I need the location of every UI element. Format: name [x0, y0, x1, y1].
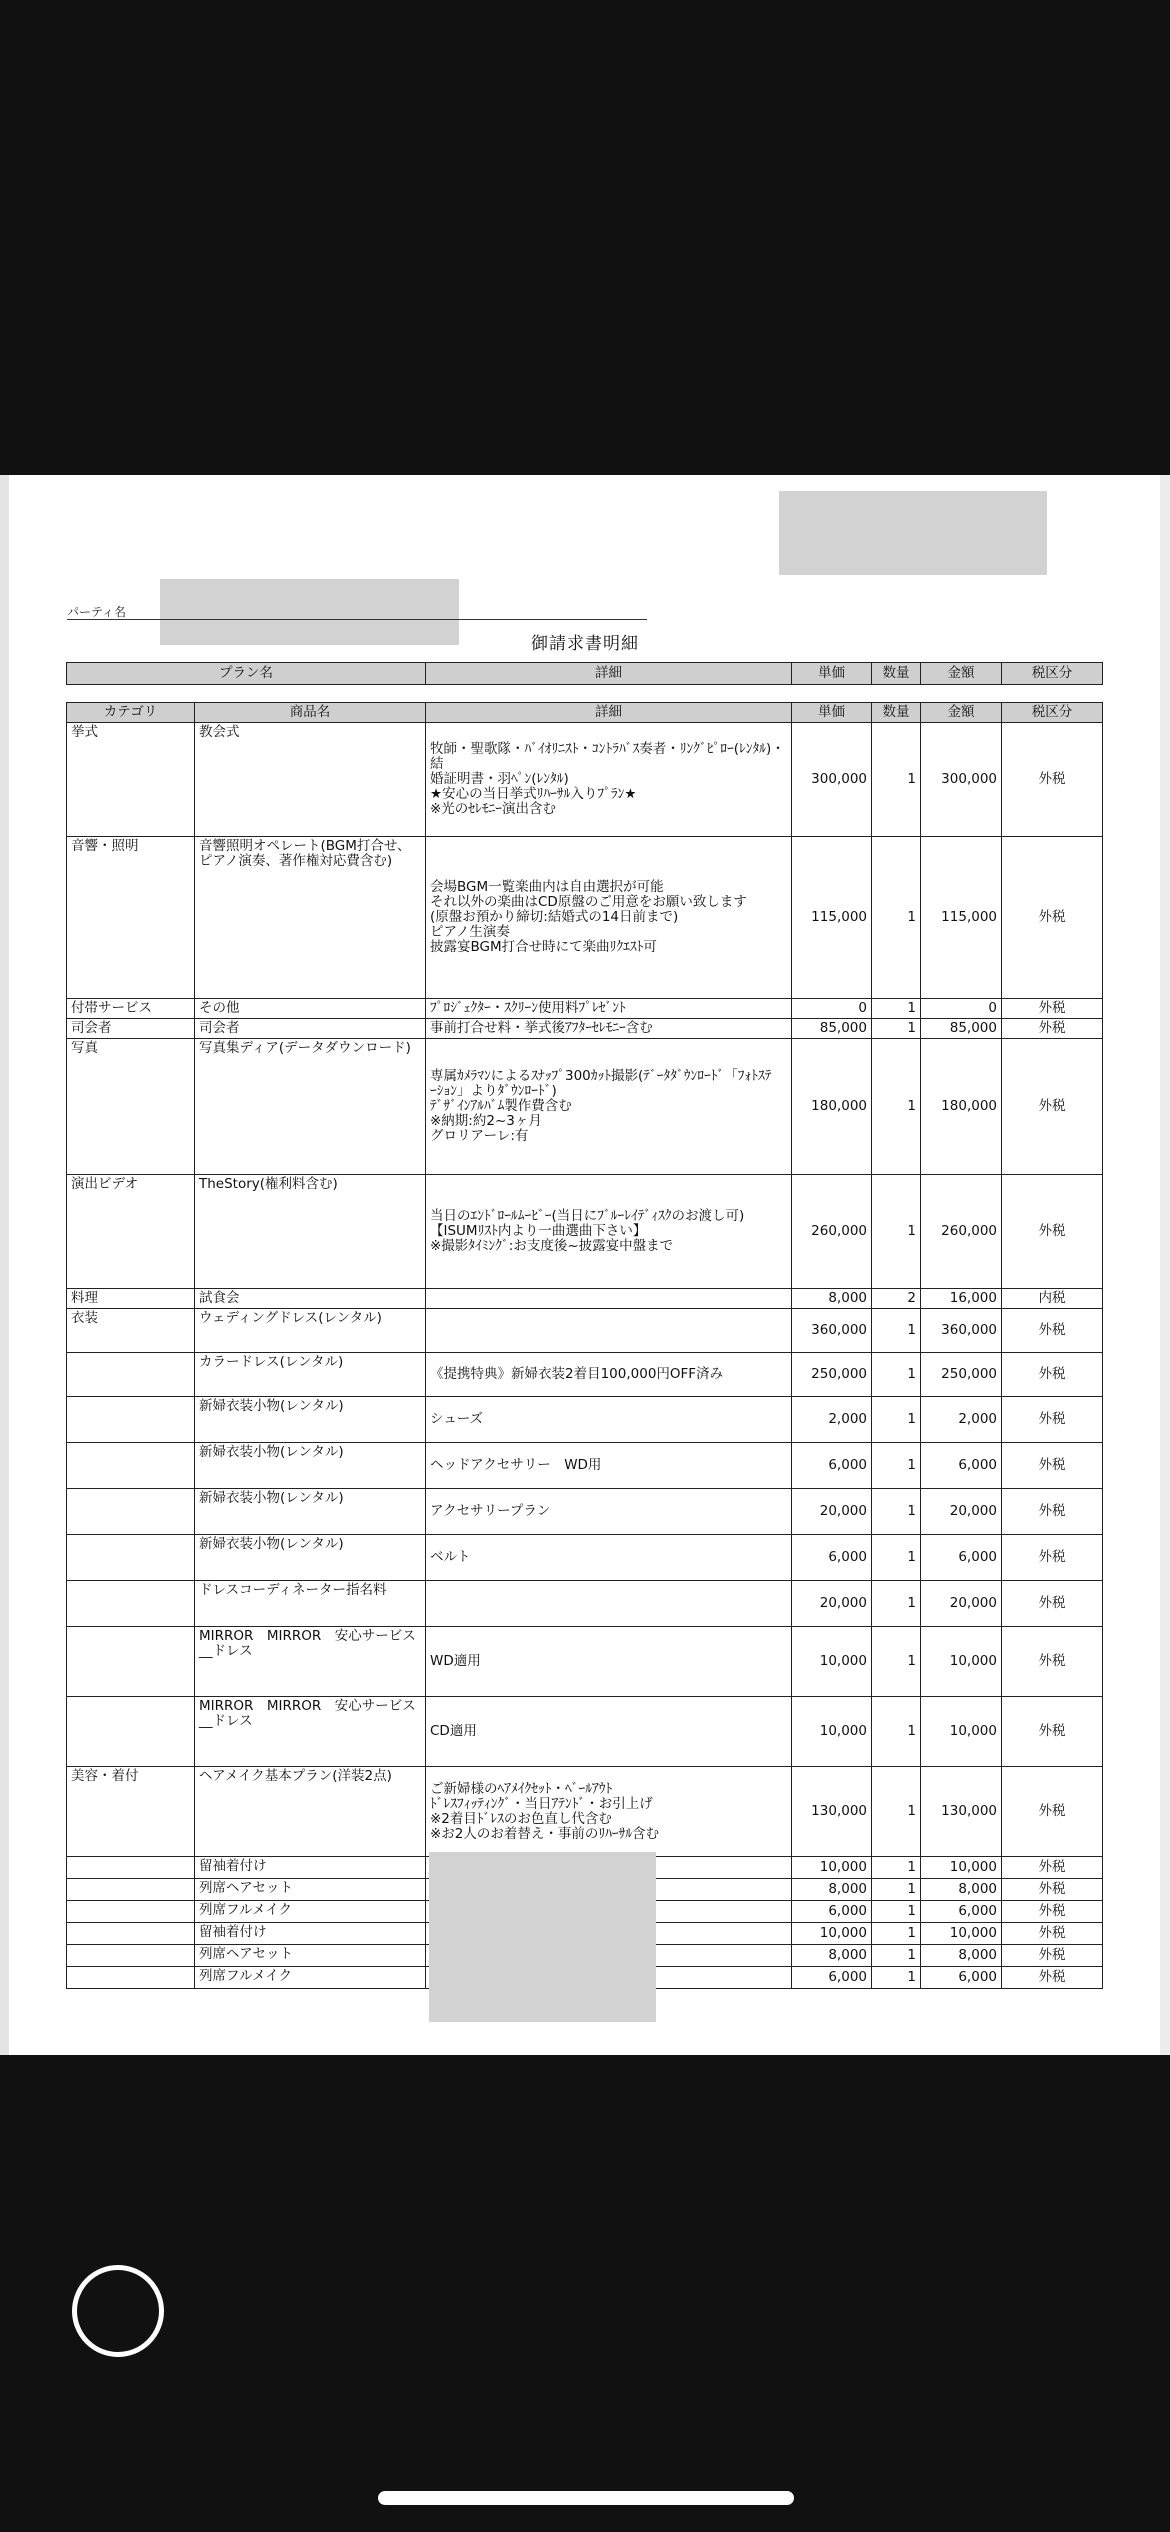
cell-unit-price: 20,000 [792, 1581, 872, 1627]
detail-line: それ以外の楽曲はCD原盤のご用意をお願い致します [430, 894, 747, 910]
cell-product: 新婦衣装小物(レンタル) [195, 1535, 426, 1581]
cell-details [426, 1581, 792, 1627]
cell-amount: 10,000 [921, 1627, 1002, 1697]
cell-quantity: 1 [872, 1901, 921, 1923]
table-row [67, 999, 1103, 1019]
cell-category [67, 1967, 195, 1989]
cell-details [426, 1697, 792, 1767]
cell-amount: 8,000 [921, 1879, 1002, 1901]
cell-details [426, 837, 792, 999]
cell-details [426, 1175, 792, 1289]
cell-unit-price: 130,000 [792, 1767, 872, 1857]
items-header-category: カテゴリ [67, 703, 195, 723]
cell-product: 新婦衣装小物(レンタル) [195, 1397, 426, 1443]
cell-quantity: 2 [872, 1289, 921, 1309]
detail-line: ピアノ生演奏 [430, 924, 510, 940]
cell-product: 新婦衣装小物(レンタル) [195, 1443, 426, 1489]
cell-tax-type: 外税 [1002, 999, 1103, 1019]
items-header-quantity: 数量 [872, 703, 921, 723]
cell-category: 料理 [67, 1289, 195, 1309]
cell-unit-price: 10,000 [792, 1697, 872, 1767]
cell-product: 留袖着付け [195, 1857, 426, 1879]
table-row [67, 723, 1103, 837]
detail-line: 披露宴BGM打合せ時にて楽曲ﾘｸｴｽﾄ可 [430, 939, 657, 955]
cell-tax-type: 外税 [1002, 1019, 1103, 1039]
cell-tax-type: 内税 [1002, 1289, 1103, 1309]
cell-tax-type: 外税 [1002, 1627, 1103, 1697]
table-row [67, 1767, 1103, 1857]
cell-tax-type: 外税 [1002, 1857, 1103, 1879]
cell-unit-price: 2,000 [792, 1397, 872, 1443]
page-edge-left [0, 475, 9, 2055]
cell-product: ウェディングドレス(レンタル) [195, 1309, 426, 1353]
cell-unit-price: 6,000 [792, 1535, 872, 1581]
cell-category [67, 1697, 195, 1767]
detail-line: 牧師・聖歌隊・ﾊﾞｲｵﾘﾆｽﾄ・ｺﾝﾄﾗﾊﾞｽ奏者・ﾘﾝｸﾞﾋﾟﾛｰ(ﾚﾝﾀﾙ)・結 [430, 741, 785, 772]
cell-unit-price: 250,000 [792, 1353, 872, 1397]
detail-line: ※光のｾﾚﾓﾆｰ演出含む [430, 801, 557, 817]
cell-category [67, 1489, 195, 1535]
cell-details [426, 1019, 792, 1039]
table-row [67, 1309, 1103, 1353]
detail-line: シューズ [430, 1411, 484, 1427]
cell-quantity: 1 [872, 1353, 921, 1397]
cell-amount: 130,000 [921, 1767, 1002, 1857]
cell-product: 列席フルメイク [195, 1901, 426, 1923]
cell-category: 司会者 [67, 1019, 195, 1039]
cell-amount: 10,000 [921, 1857, 1002, 1879]
table-row [67, 1019, 1103, 1039]
detail-line: 《提携特典》新婦衣装2着目100,000円OFF済み [430, 1366, 724, 1382]
table-row [67, 1443, 1103, 1489]
cell-category [67, 1535, 195, 1581]
detail-line: 会場BGM一覧楽曲内は自由選択が可能 [430, 879, 664, 895]
cell-unit-price: 115,000 [792, 837, 872, 999]
cell-amount: 6,000 [921, 1535, 1002, 1581]
plan-header-table [66, 662, 1103, 685]
items-header-details: 詳細 [426, 703, 792, 723]
detail-line: ﾄﾞﾚｽﾌｨｯﾃｨﾝｸﾞ・当日ｱﾃﾝﾄﾞ・お引上げ [430, 1795, 653, 1812]
party-name-underline [67, 619, 647, 620]
detail-line: CD適用 [430, 1723, 477, 1739]
cell-unit-price: 10,000 [792, 1627, 872, 1697]
table-row [67, 1353, 1103, 1397]
cell-tax-type: 外税 [1002, 837, 1103, 999]
detail-line: ご新婦様のﾍｱﾒｲｸｾｯﾄ・ﾍﾞｰﾙｱｳﾄ [430, 1780, 613, 1797]
invoice-items-table [66, 702, 1103, 1989]
cell-amount: 300,000 [921, 723, 1002, 837]
cell-product: 列席ヘアセット [195, 1879, 426, 1901]
cell-category [67, 1397, 195, 1443]
cell-amount: 0 [921, 999, 1002, 1019]
table-row [67, 1627, 1103, 1697]
cell-category [67, 1581, 195, 1627]
cell-unit-price: 20,000 [792, 1489, 872, 1535]
cell-product: 写真集ディア(データダウンロード) [195, 1039, 426, 1175]
items-header-amount: 金額 [921, 703, 1002, 723]
cell-details [426, 1289, 792, 1309]
items-header-product: 商品名 [195, 703, 426, 723]
cell-amount: 6,000 [921, 1901, 1002, 1923]
cell-product: 試食会 [195, 1289, 426, 1309]
cell-category [67, 1627, 195, 1697]
cell-amount: 20,000 [921, 1581, 1002, 1627]
home-indicator[interactable] [378, 2491, 794, 2505]
cell-tax-type: 外税 [1002, 1489, 1103, 1535]
cell-tax-type: 外税 [1002, 1923, 1103, 1945]
cell-tax-type: 外税 [1002, 1697, 1103, 1767]
detail-line: 【ISUMﾘｽﾄ内より一曲選曲下さい】 [430, 1223, 647, 1239]
cell-category [67, 1945, 195, 1967]
detail-line: アクセサリープラン [430, 1503, 551, 1519]
table-row [67, 1535, 1103, 1581]
detail-line: (原盤お預かり締切:結婚式の14日前まで) [430, 909, 679, 925]
cell-tax-type: 外税 [1002, 1581, 1103, 1627]
table-row [67, 1489, 1103, 1535]
cell-tax-type: 外税 [1002, 1039, 1103, 1175]
cell-quantity: 1 [872, 1697, 921, 1767]
detail-line: ※撮影ﾀｲﾐﾝｸﾞ:お支度後~披露宴中盤まで [430, 1238, 674, 1254]
cell-quantity: 1 [872, 1397, 921, 1443]
cell-category [67, 1901, 195, 1923]
items-header-unit-price: 単価 [792, 703, 872, 723]
items-header-tax-type: 税区分 [1002, 703, 1103, 723]
cell-product: ドレスコーディネーター指名料 [195, 1581, 426, 1627]
cell-tax-type: 外税 [1002, 1945, 1103, 1967]
cell-category: 付帯サービス [67, 999, 195, 1019]
cell-details [426, 1627, 792, 1697]
redaction-details-bottom [429, 1852, 656, 2022]
cell-details [426, 1397, 792, 1443]
cell-details [426, 723, 792, 837]
cell-tax-type: 外税 [1002, 723, 1103, 837]
detail-line: ※2着目ﾄﾞﾚｽのお色直し代含む [430, 1810, 612, 1827]
plan-header-plan: プラン名 [67, 663, 426, 685]
cell-product: 列席ヘアセット [195, 1945, 426, 1967]
detail-line: ★安心の当日挙式ﾘﾊｰｻﾙ入りﾌﾟﾗﾝ★ [430, 786, 637, 802]
cell-product: MIRROR MIRROR 安心サービス__ドレス [195, 1697, 426, 1767]
cell-amount: 10,000 [921, 1697, 1002, 1767]
cell-amount: 6,000 [921, 1967, 1002, 1989]
cell-tax-type: 外税 [1002, 1309, 1103, 1353]
cell-amount: 180,000 [921, 1039, 1002, 1175]
cell-tax-type: 外税 [1002, 1397, 1103, 1443]
cell-category: 写真 [67, 1039, 195, 1175]
cell-quantity: 1 [872, 1767, 921, 1857]
cell-quantity: 1 [872, 1443, 921, 1489]
cell-details [426, 1489, 792, 1535]
cell-unit-price: 6,000 [792, 1901, 872, 1923]
cell-tax-type: 外税 [1002, 1443, 1103, 1489]
cell-product: カラードレス(レンタル) [195, 1353, 426, 1397]
cell-amount: 85,000 [921, 1019, 1002, 1039]
cell-quantity: 1 [872, 999, 921, 1019]
cell-unit-price: 180,000 [792, 1039, 872, 1175]
cell-tax-type: 外税 [1002, 1175, 1103, 1289]
table-row [67, 1289, 1103, 1309]
document-title: 御請求書明細 [531, 634, 639, 654]
cell-category [67, 1923, 195, 1945]
cell-product: 列席フルメイク [195, 1967, 426, 1989]
cell-amount: 360,000 [921, 1309, 1002, 1353]
detail-line: ﾃﾞｻﾞｲﾝｱﾙﾊﾞﾑ製作費含む [430, 1098, 572, 1114]
cell-unit-price: 300,000 [792, 723, 872, 837]
cell-unit-price: 0 [792, 999, 872, 1019]
cell-product: MIRROR MIRROR 安心サービス__ドレス [195, 1627, 426, 1697]
cell-quantity: 1 [872, 1627, 921, 1697]
cell-product: 教会式 [195, 723, 426, 837]
detail-line: 専属ｶﾒﾗﾏﾝによるｽﾅｯﾌﾟ300ｶｯﾄ撮影(ﾃﾞｰﾀﾀﾞｳﾝﾛｰﾄﾞ「ﾌｫﾄｽﾃ [430, 1068, 772, 1084]
cell-category: 挙式 [67, 723, 195, 837]
party-name-label: パーティ名 [67, 605, 127, 619]
plan-header-details: 詳細 [426, 663, 792, 685]
cell-unit-price: 8,000 [792, 1945, 872, 1967]
cell-details [426, 1443, 792, 1489]
cell-category: 衣装 [67, 1309, 195, 1353]
cell-quantity: 1 [872, 1535, 921, 1581]
cell-unit-price: 8,000 [792, 1289, 872, 1309]
cell-quantity: 1 [872, 1309, 921, 1353]
cell-amount: 8,000 [921, 1945, 1002, 1967]
cell-details [426, 999, 792, 1019]
cell-details [426, 1767, 792, 1857]
cell-category [67, 1443, 195, 1489]
table-row [67, 1697, 1103, 1767]
cell-amount: 20,000 [921, 1489, 1002, 1535]
cell-unit-price: 260,000 [792, 1175, 872, 1289]
cell-product: 司会者 [195, 1019, 426, 1039]
cell-quantity: 1 [872, 1175, 921, 1289]
capture-button[interactable] [72, 2265, 164, 2357]
table-row [67, 1175, 1103, 1289]
cell-unit-price: 10,000 [792, 1857, 872, 1879]
cell-unit-price: 360,000 [792, 1309, 872, 1353]
cell-product: TheStory(権利料含む) [195, 1175, 426, 1289]
cell-amount: 16,000 [921, 1289, 1002, 1309]
plan-header-quantity: 数量 [872, 663, 921, 685]
redaction-top-right [779, 491, 1047, 575]
cell-unit-price: 6,000 [792, 1443, 872, 1489]
detail-line: ベルト [430, 1549, 471, 1565]
cell-product: 新婦衣装小物(レンタル) [195, 1489, 426, 1535]
cell-quantity: 1 [872, 1967, 921, 1989]
plan-header-unit-price: 単価 [792, 663, 872, 685]
cell-details [426, 1353, 792, 1397]
detail-line: 事前打合せ料・挙式後ｱﾌﾀｰｾﾚﾓﾆｰ含む [430, 1020, 653, 1036]
cell-amount: 250,000 [921, 1353, 1002, 1397]
table-row [67, 837, 1103, 999]
cell-category: 音響・照明 [67, 837, 195, 999]
cell-quantity: 1 [872, 1019, 921, 1039]
page-edge-right [1160, 475, 1170, 2055]
cell-tax-type: 外税 [1002, 1353, 1103, 1397]
detail-line: 当日のｴﾝﾄﾞﾛｰﾙﾑｰﾋﾞｰ(当日にﾌﾞﾙｰﾚｲﾃﾞｨｽｸのお渡し可) [430, 1208, 745, 1224]
cell-category [67, 1353, 195, 1397]
cell-product: その他 [195, 999, 426, 1019]
cell-tax-type: 外税 [1002, 1901, 1103, 1923]
detail-line: WD適用 [430, 1653, 481, 1669]
cell-unit-price: 6,000 [792, 1967, 872, 1989]
cell-tax-type: 外税 [1002, 1767, 1103, 1857]
cell-product: 音響照明オペレート(BGM打合せ、ピアノ演奏、著作権対応費含む) [195, 837, 426, 999]
cell-quantity: 1 [872, 1857, 921, 1879]
cell-tax-type: 外税 [1002, 1967, 1103, 1989]
cell-quantity: 1 [872, 1945, 921, 1967]
cell-quantity: 1 [872, 1923, 921, 1945]
cell-amount: 6,000 [921, 1443, 1002, 1489]
detail-line: 婚証明書・羽ﾍﾟﾝ(ﾚﾝﾀﾙ) [430, 771, 569, 787]
detail-line: ヘッドアクセサリー WD用 [430, 1457, 602, 1473]
cell-unit-price: 10,000 [792, 1923, 872, 1945]
cell-quantity: 1 [872, 1581, 921, 1627]
plan-header-amount: 金額 [921, 663, 1002, 685]
cell-category: 美容・着付 [67, 1767, 195, 1857]
detail-line: ※お2人のお着替え・事前のﾘﾊｰｻﾙ含む [430, 1825, 660, 1842]
cell-details [426, 1535, 792, 1581]
cell-quantity: 1 [872, 1489, 921, 1535]
cell-product: 留袖着付け [195, 1923, 426, 1945]
cell-product: ヘアメイク基本プラン(洋装2点) [195, 1767, 426, 1857]
cell-tax-type: 外税 [1002, 1535, 1103, 1581]
detail-line: グロリアーレ:有 [430, 1128, 529, 1144]
cell-quantity: 1 [872, 723, 921, 837]
cell-tax-type: 外税 [1002, 1879, 1103, 1901]
cell-quantity: 1 [872, 1879, 921, 1901]
cell-category: 演出ビデオ [67, 1175, 195, 1289]
table-row [67, 1397, 1103, 1443]
cell-details [426, 1039, 792, 1175]
detail-line: ※納期:約2~3ヶ月 [430, 1113, 542, 1129]
cell-amount: 2,000 [921, 1397, 1002, 1443]
cell-unit-price: 85,000 [792, 1019, 872, 1039]
cell-details [426, 1309, 792, 1353]
cell-amount: 10,000 [921, 1923, 1002, 1945]
table-row [67, 1581, 1103, 1627]
plan-header-tax-type: 税区分 [1002, 663, 1103, 685]
cell-amount: 260,000 [921, 1175, 1002, 1289]
cell-unit-price: 8,000 [792, 1879, 872, 1901]
detail-line: ﾌﾟﾛｼﾞｪｸﾀｰ・ｽｸﾘｰﾝ使用料ﾌﾟﾚｾﾞﾝﾄ [430, 1000, 626, 1016]
cell-quantity: 1 [872, 1039, 921, 1175]
cell-category [67, 1857, 195, 1879]
detail-line: ｰｼｮﾝ」よりﾀﾞｳﾝﾛｰﾄﾞ) [430, 1083, 557, 1099]
cell-amount: 115,000 [921, 837, 1002, 999]
cell-quantity: 1 [872, 837, 921, 999]
table-row [67, 1039, 1103, 1175]
cell-category [67, 1879, 195, 1901]
